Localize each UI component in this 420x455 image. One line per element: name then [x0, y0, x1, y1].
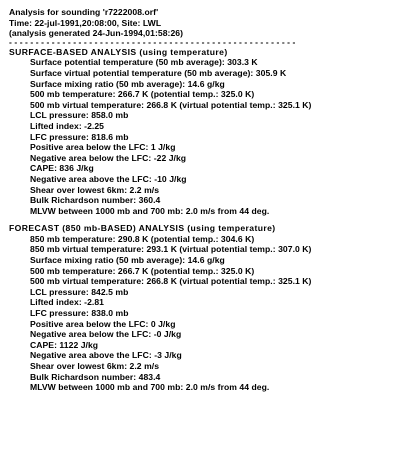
- surface-mixing-ratio: Surface mixing ratio (50 mb average): 14.6 g/kg: [30, 78, 225, 89]
- surface-lcl-pressure: LCL pressure: 858.0 mb: [30, 110, 129, 121]
- forecast-lifted-index: Lifted index: -2.81: [30, 297, 105, 308]
- forecast-surface-mixing-ratio: Surface mixing ratio (50 mb average): 14.6 g/kg: [30, 255, 225, 266]
- surface-negative-area-below-lfc: Negative area below the LFC: -22 J/kg: [30, 152, 187, 163]
- forecast-cape: CAPE: 1122 J/kg: [30, 339, 99, 350]
- forecast-positive-area-below-lfc: Positive area below the LFC: 0 J/kg: [30, 318, 176, 329]
- forecast-shear: Shear over lowest 6km: 2.2 m/s: [30, 361, 160, 371]
- surface-500mb-virtual-temperature: 500 mb virtual temperature: 266.8 K (virtual potential temp.: 325.1 K): [30, 99, 312, 110]
- forecast-lcl-pressure: LCL pressure: 842.5 mb: [30, 286, 129, 297]
- section-spacer: [9, 216, 415, 223]
- forecast-500mb-virtual-temperature: 500 mb virtual temperature: 266.8 K (virtual potential temp.: 325.1 K): [30, 276, 312, 287]
- surface-lfc-pressure: LFC pressure: 818.6 mb: [30, 131, 129, 142]
- surface-virtual-potential-temperature: Surface virtual potential temperature (50 mb average): 305.9 K: [30, 67, 287, 78]
- forecast-500mb-temperature: 500 mb temperature: 266.7 K (potential temp.: 325.0 K): [30, 265, 255, 276]
- report-title: Analysis for sounding 'r7222008.orf': [9, 7, 159, 17]
- surface-analysis-title: SURFACE-BASED ANALYSIS (using temperature): [9, 46, 228, 57]
- forecast-850mb-virtual-temperature: 850 mb virtual temperature: 293.1 K (virtual potential temp.: 307.0 K): [30, 244, 312, 255]
- forecast-bulk-richardson-number: Bulk Richardson number: 483.4: [30, 371, 161, 382]
- surface-shear: Shear over lowest 6km: 2.2 m/s: [30, 184, 160, 195]
- surface-bulk-richardson-number: Bulk Richardson number: 360.4: [30, 195, 161, 206]
- surface-cape: CAPE: 836 J/kg: [30, 163, 94, 174]
- forecast-analysis-title: FORECAST (850 mb-BASED) ANALYSIS (using temperature): [9, 223, 276, 234]
- sounding-analysis-report: [9, 7, 415, 393]
- surface-lifted-index: Lifted index: -2.25: [30, 120, 105, 131]
- header-divider: - - - - - - - - - - - - - - - - - - - - - - - - - - - - - - - - - - - - - - - - - - - - - - - - - - - - - -: [9, 38, 296, 47]
- forecast-mlvw: MLVW between 1000 mb and 700 mb: 2.0 m/s from 44 deg.: [30, 382, 270, 393]
- report-time-site: Time: 22-jul-1991,20:08:00, Site: LWL: [9, 17, 162, 28]
- surface-mlvw: MLVW between 1000 mb and 700 mb: 2.0 m/s from 44 deg.: [30, 205, 270, 216]
- forecast-negative-area-above-lfc: Negative area above the LFC: -3 J/kg: [30, 350, 182, 361]
- forecast-lfc-pressure: LFC pressure: 838.0 mb: [30, 308, 129, 319]
- surface-negative-area-above-lfc: Negative area above the LFC: -10 J/kg: [30, 173, 187, 184]
- forecast-850mb-temperature: 850 mb temperature: 290.8 K (potential temp.: 304.6 K): [30, 233, 255, 244]
- surface-potential-temperature: Surface potential temperature (50 mb average): 303.3 K: [30, 57, 258, 68]
- surface-500mb-temperature: 500 mb temperature: 266.7 K (potential temp.: 325.0 K): [30, 89, 255, 100]
- report-generated-timestamp: (analysis generated 24-Jun-1994,01:58:26): [9, 28, 184, 39]
- surface-positive-area-below-lfc: Positive area below the LFC: 1 J/kg: [30, 142, 176, 153]
- forecast-negative-area-below-lfc: Negative area below the LFC: -0 J/kg: [30, 329, 182, 340]
